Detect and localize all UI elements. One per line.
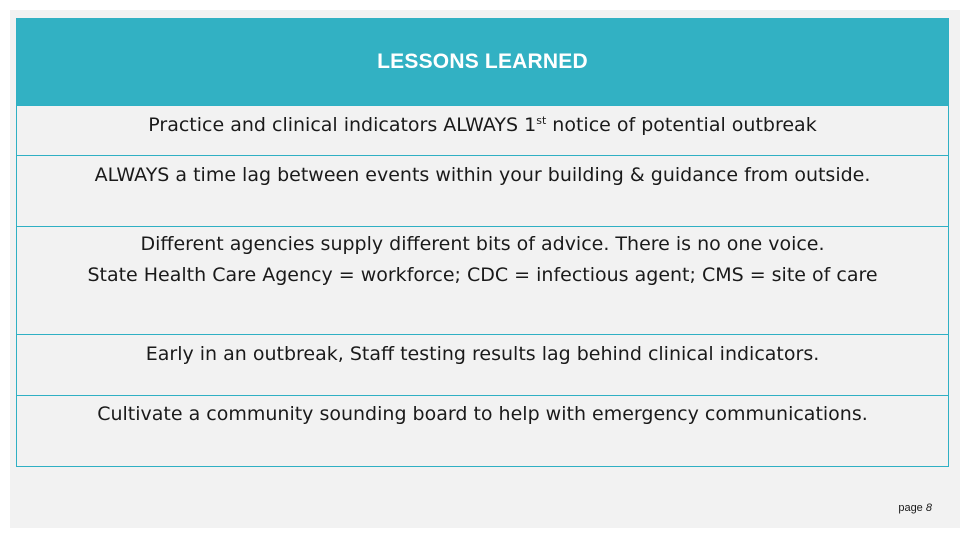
row-text: ALWAYS a time lag between events within your building & guidance from outside.	[94, 164, 871, 186]
row-text: Cultivate a community sounding board to help with emergency communications.	[97, 403, 868, 425]
table-row	[17, 155, 948, 226]
row-text-part: Practice and clinical indicators ALWAYS 1	[148, 114, 537, 136]
superscript: st	[536, 114, 547, 127]
row-text-part: notice of potential outbreak	[546, 114, 817, 136]
table-row	[17, 226, 948, 334]
table-row	[17, 105, 948, 155]
page-number	[898, 502, 932, 514]
page-number-value: 8	[925, 502, 932, 514]
row-text	[17, 114, 948, 136]
page-title: LESSONS LEARNED	[377, 49, 588, 73]
row-text: State Health Care Agency = workforce; CDC = infectious agent; CMS = site of care	[87, 264, 878, 286]
table-header	[17, 18, 948, 105]
row-text: Different agencies supply different bits of advice. There is no one voice.	[140, 233, 825, 255]
row-text: Early in an outbreak, Staff testing results lag behind clinical indicators.	[145, 343, 820, 365]
table-row	[17, 334, 948, 395]
table-row	[17, 395, 948, 466]
slide	[10, 10, 960, 528]
lessons-table	[16, 18, 949, 467]
page-label: page	[898, 502, 923, 514]
